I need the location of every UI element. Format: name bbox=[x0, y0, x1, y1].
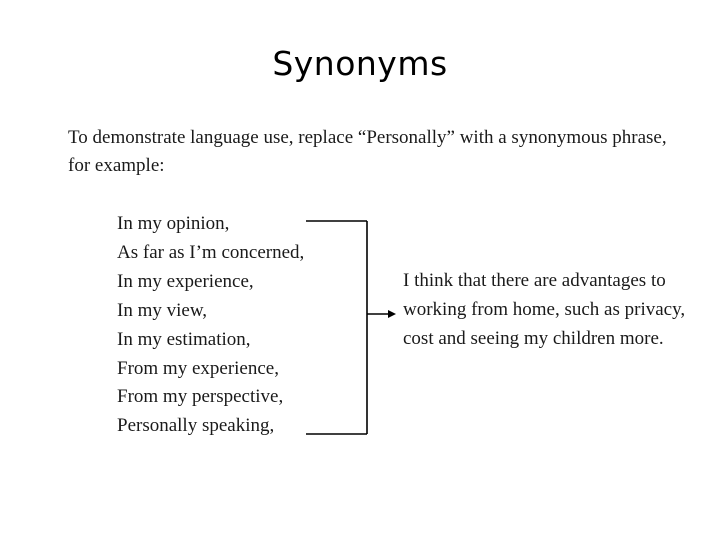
synonym-phrase: As far as I’m concerned, bbox=[117, 241, 305, 263]
synonym-phrase: In my estimation, bbox=[117, 328, 251, 350]
result-sentence: I think that there are advantages to working from home, such as privacy, cost and seeing my children more. bbox=[403, 270, 686, 349]
slide-title: Synonyms bbox=[272, 44, 448, 83]
synonym-phrase: In my view, bbox=[117, 299, 208, 321]
synonym-phrase: From my perspective, bbox=[117, 386, 284, 408]
synonym-phrase: In my experience, bbox=[117, 270, 254, 292]
synonym-phrase: From my experience, bbox=[117, 357, 279, 379]
synonym-phrase: In my opinion, bbox=[117, 213, 230, 234]
arrow-head bbox=[388, 310, 396, 318]
bracket-arrow-icon bbox=[300, 214, 400, 440]
synonym-phrase-list bbox=[117, 210, 304, 441]
intro-text: To demonstrate language use, replace “Personally” with a synonymous phrase, for example: bbox=[68, 127, 667, 176]
synonym-phrase: Personally speaking, bbox=[117, 415, 275, 437]
